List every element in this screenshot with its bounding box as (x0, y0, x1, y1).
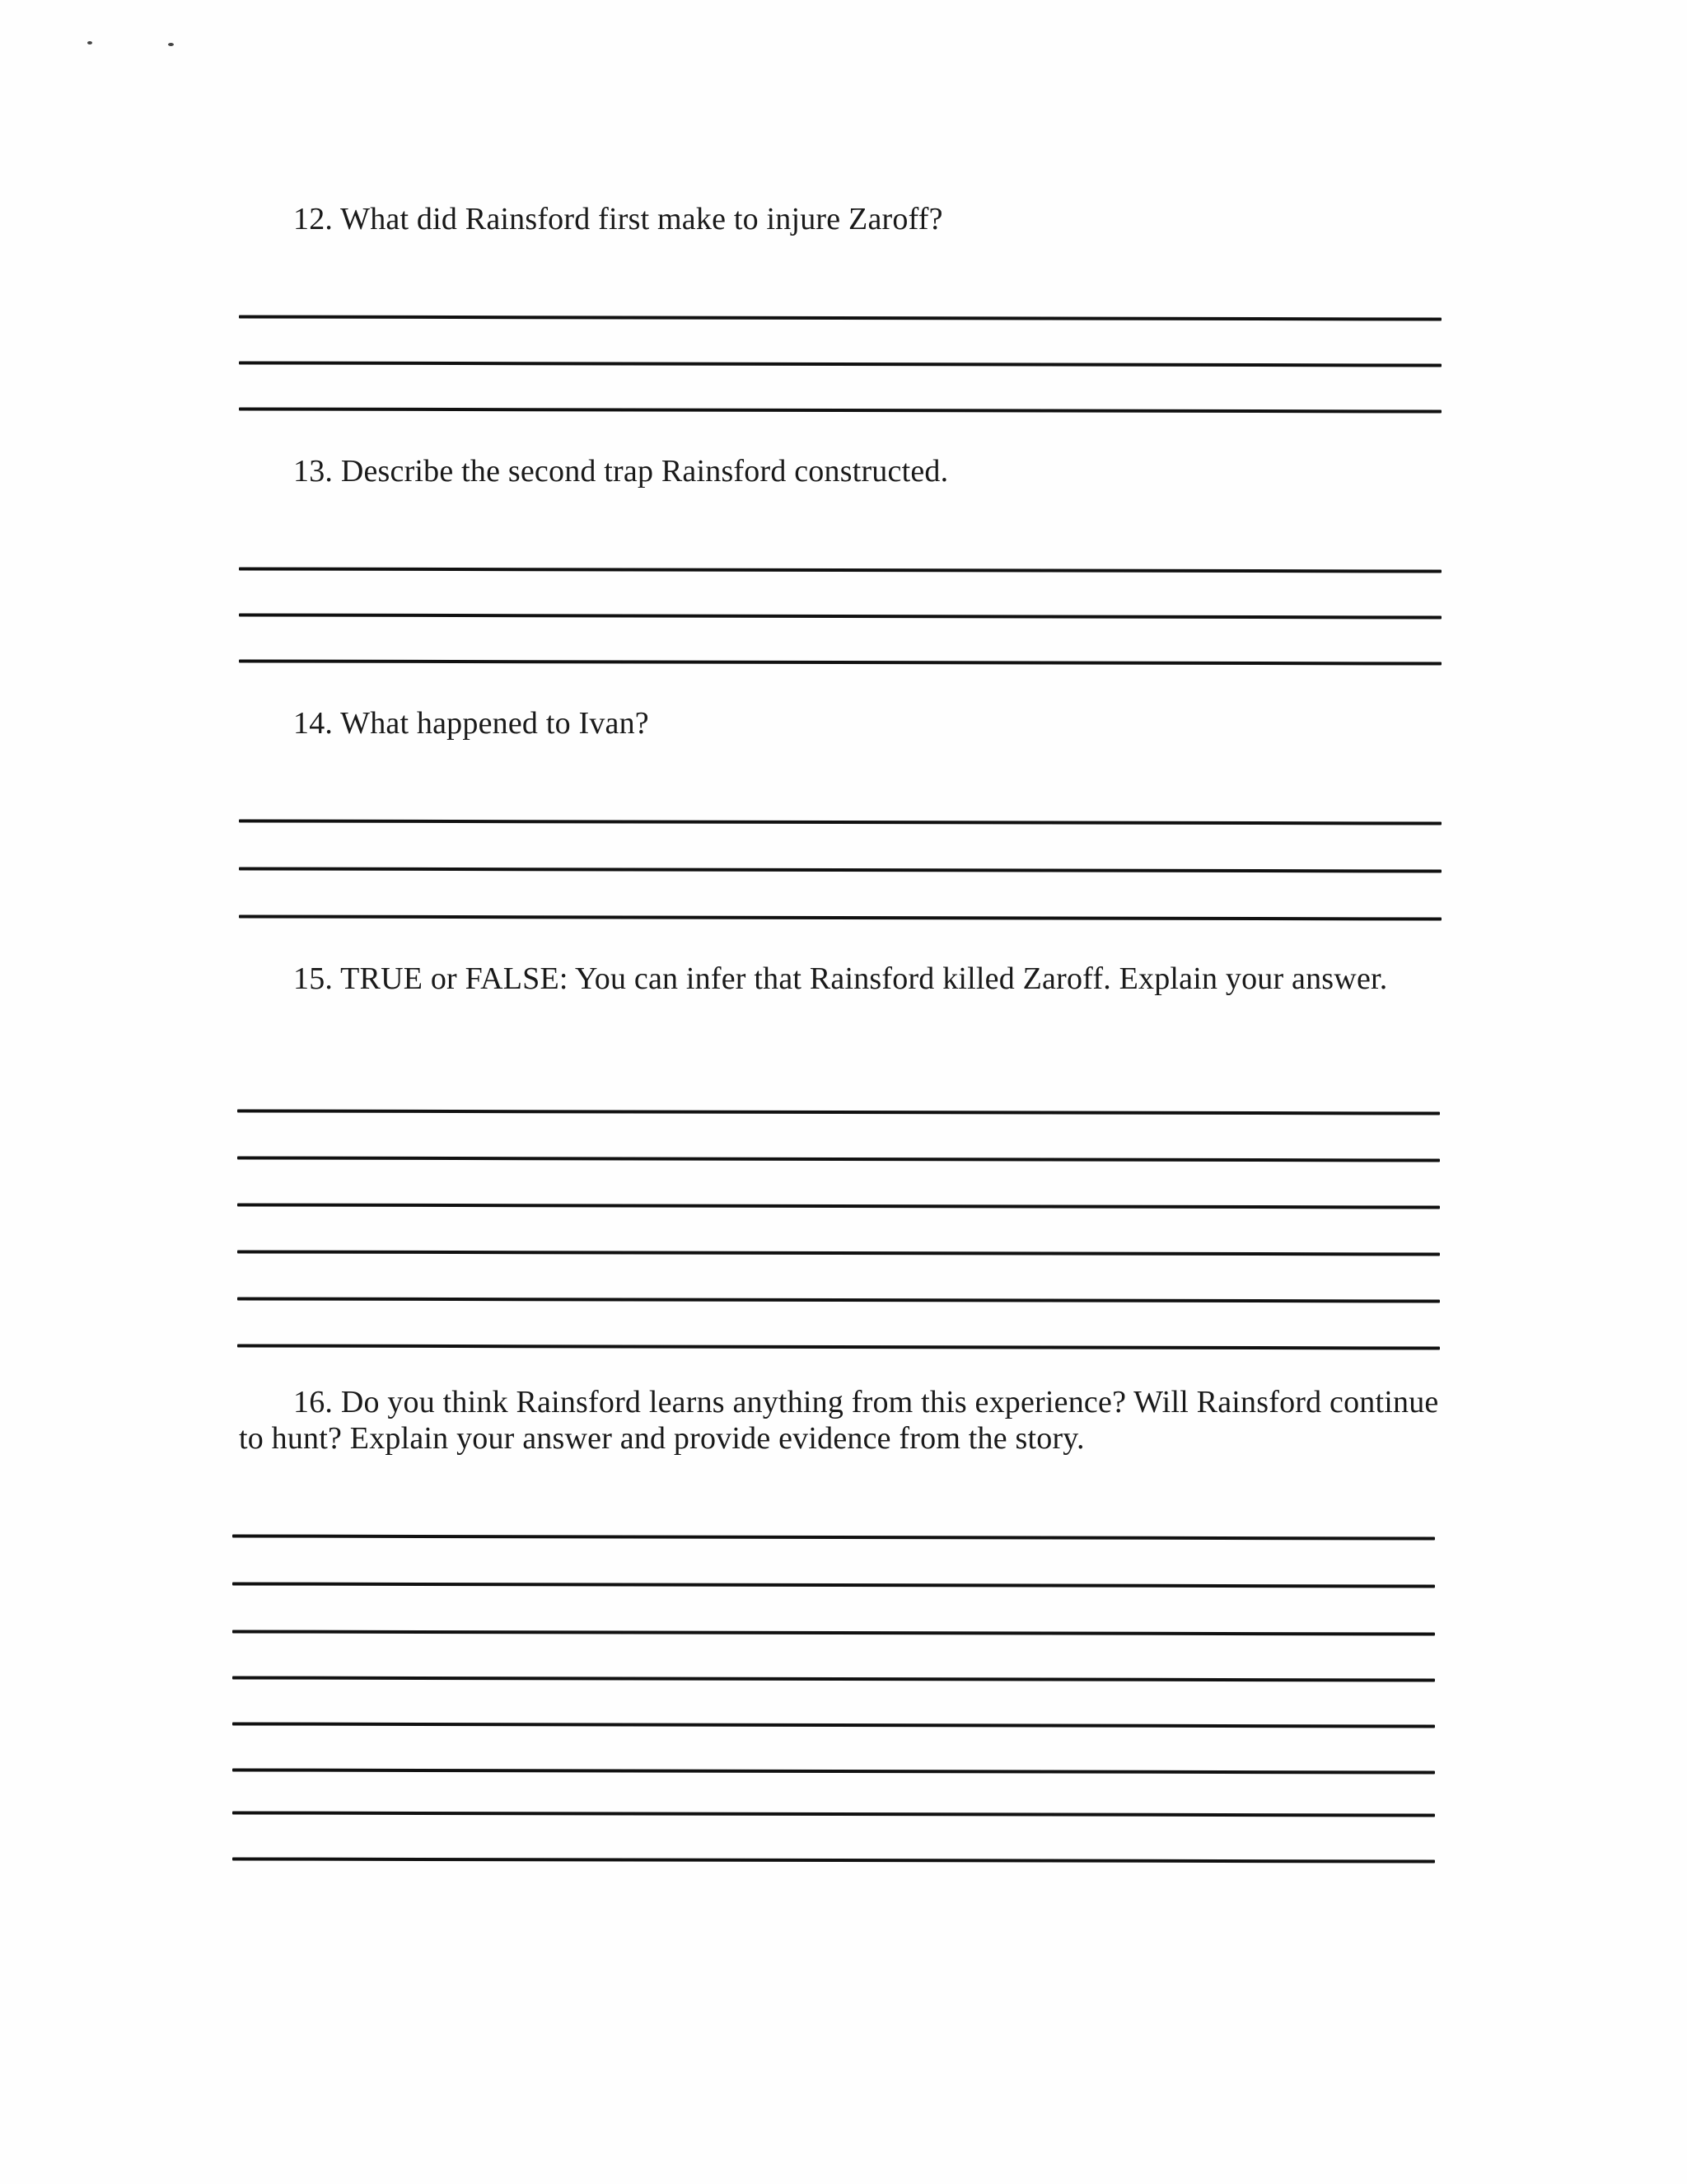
question-text: What did Rainsford first make to injure Zaroff? (340, 202, 943, 236)
answer-line[interactable] (232, 1630, 1435, 1635)
answer-line[interactable] (237, 1203, 1440, 1209)
question-14 (239, 705, 1442, 741)
answer-line[interactable] (232, 1722, 1435, 1728)
answer-line[interactable] (237, 1109, 1440, 1115)
question-16 (239, 1384, 1442, 1457)
question-number: 15. (293, 961, 334, 996)
answer-line[interactable] (239, 315, 1442, 320)
answer-line[interactable] (237, 1297, 1440, 1302)
question-text: What happened to Ivan? (340, 706, 649, 741)
answer-line[interactable] (239, 407, 1442, 413)
answer-line[interactable] (239, 659, 1442, 665)
answer-line[interactable] (237, 1344, 1440, 1349)
answer-line[interactable] (232, 1811, 1435, 1817)
answer-line[interactable] (239, 914, 1442, 920)
answer-line[interactable] (232, 1676, 1435, 1681)
question-number: 13. (293, 454, 334, 489)
answer-line[interactable] (239, 567, 1442, 573)
question-number: 12. (293, 202, 334, 236)
question-13 (239, 453, 1442, 489)
answer-line[interactable] (232, 1582, 1435, 1588)
answer-line[interactable] (239, 867, 1442, 872)
question-text: TRUE or FALSE: You can infer that Rainsford killed Zaroff. Explain your answer. (340, 961, 1388, 996)
answer-line[interactable] (232, 1857, 1435, 1863)
question-number: 14. (293, 706, 334, 741)
question-15 (239, 961, 1442, 997)
question-number: 16. (293, 1385, 334, 1419)
question-text: Do you think Rainsford learns anything from this experience? Will Rainsford continue to hunt? Explain your answer and provide evidence from the story. (239, 1385, 1439, 1456)
answer-line[interactable] (239, 361, 1442, 367)
answer-line[interactable] (232, 1768, 1435, 1774)
answer-line[interactable] (237, 1250, 1440, 1256)
question-12 (239, 201, 1442, 237)
question-text: Describe the second trap Rainsford constructed. (340, 454, 949, 489)
answer-line[interactable] (239, 819, 1442, 825)
answer-line[interactable] (232, 1534, 1435, 1540)
answer-line[interactable] (237, 1156, 1440, 1162)
scan-speck (168, 43, 174, 46)
scan-speck (87, 41, 92, 44)
answer-line[interactable] (239, 613, 1442, 619)
